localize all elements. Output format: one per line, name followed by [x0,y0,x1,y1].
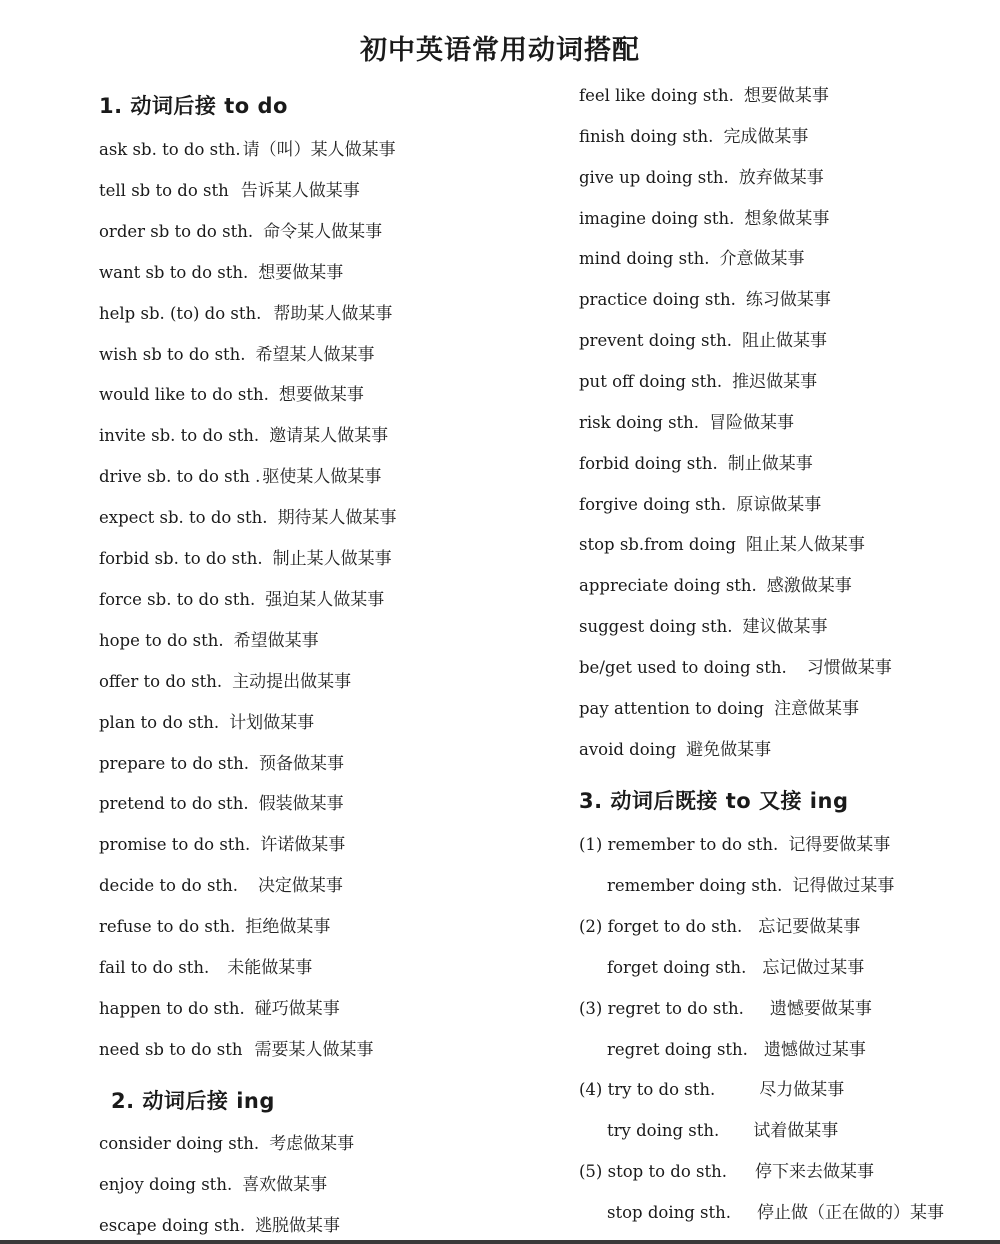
entry-english: help sb. (to) do sth. [99,303,262,323]
vocab-entry [607,1123,838,1140]
entry-chinese: 想要做某事 [743,86,829,106]
vocab-entry [579,251,805,268]
vocab-entry [99,469,381,486]
vocab-entry [99,878,343,895]
section-1-heading: 1. 动词后接 to do [99,94,288,118]
entry-english: decide to do sth. [99,876,238,896]
vocab-entry [99,796,344,813]
vocab-entry [99,712,315,733]
entry-english: consider doing sth. [99,1134,260,1153]
section-3-heading: 3. 动词后既接 to 又接 ing [579,789,849,813]
entry-chinese: 邀请某人做某事 [269,426,389,447]
entry-english: happen to do sth. [99,998,245,1018]
entry-english: avoid doing [579,739,677,759]
entry-english: (5) stop to do sth. [579,1162,727,1182]
entry-chinese: 建议做某事 [742,617,828,638]
entry-chinese: 期待某人做某事 [277,508,397,529]
vocab-entry [99,344,375,365]
vocab-entry [579,998,872,1019]
vocab-entry [99,180,360,201]
vocab-entry [579,537,865,554]
vocab-entry [579,292,831,309]
vocab-entry [579,167,824,188]
vocab-entry [99,428,388,445]
entry-english: promise to do sth. [99,835,251,855]
entry-english: plan to do sth. [99,712,220,732]
entry-english: force sb. to do sth. [99,589,256,609]
entry-english: (2) forget to do sth. [579,916,743,936]
entry-english: regret doing sth. [607,1039,748,1059]
vocab-entry [99,960,312,977]
vocab-entry [99,753,345,774]
entry-english: practice doing sth. [579,290,736,310]
entry-chinese: 未能做某事 [227,958,313,978]
entry-english: mind doing sth. [579,249,710,269]
entry-chinese: 制止某人做某事 [272,549,392,569]
vocab-entry [579,739,772,760]
document-title: 初中英语常用动词搭配 [360,35,640,66]
entry-chinese: 遗憾做过某事 [763,1039,866,1060]
vocab-entry [579,371,818,392]
vocab-entry [99,142,396,159]
entry-english: hope to do sth. [99,630,224,650]
entry-chinese: 完成做某事 [723,126,809,147]
vocab-entry [99,630,319,651]
vocab-entry [99,919,330,936]
entry-english: stop doing sth. [607,1203,732,1223]
entry-chinese: 命令某人做某事 [263,221,383,242]
vocab-entry [579,619,828,636]
entry-english: give up doing sth. [579,167,729,187]
entry-english: be/get used to doing sth. [579,657,787,677]
entry-chinese: 强迫某人做某事 [265,589,385,610]
entry-chinese: 制止做某事 [727,453,813,474]
entry-chinese: 感激做某事 [766,576,852,597]
vocab-entry [579,916,861,937]
vocab-entry [99,1174,328,1195]
entry-english: (4) try to do sth. [579,1080,716,1100]
entry-english: appreciate doing sth. [579,576,757,596]
entry-chinese: 希望做某事 [233,630,319,651]
entry-english: ask sb. to do sth. [99,140,241,159]
vocab-entry [99,1136,354,1153]
entry-english: would like to do sth. [99,385,269,405]
vocab-entry [579,412,795,433]
vocab-entry [99,303,393,324]
entry-chinese: 拒绝做某事 [245,917,331,938]
vocab-entry [99,837,345,854]
vocab-entry [607,875,895,896]
entry-chinese: 喜欢做某事 [242,1174,328,1195]
entry-english: tell sb to do sth [99,180,229,200]
entry-chinese: 帮助某人做某事 [273,303,393,324]
vocab-entry [579,453,813,474]
entry-english: forgive doing sth. [579,494,727,514]
entry-chinese: 练习做某事 [745,290,831,311]
vocab-entry [579,1164,874,1181]
entry-chinese: 忘记要做某事 [758,916,861,937]
entry-chinese: 想象做某事 [744,208,830,229]
vocab-entry [579,837,890,854]
entry-chinese: 考虑做某事 [269,1134,355,1154]
entry-chinese: 计划做某事 [229,712,315,733]
entry-chinese: 遗憾要做某事 [769,998,872,1019]
entry-english: pretend to do sth. [99,794,249,814]
entry-chinese: 阻止某人做某事 [745,535,865,556]
vocab-entry [99,221,383,242]
entry-english: try doing sth. [607,1121,720,1141]
entry-english: forbid sb. to do sth. [99,549,263,568]
entry-english: imagine doing sth. [579,208,735,228]
entry-english: put off doing sth. [579,371,723,391]
vocab-entry [99,510,397,527]
vocab-entry [99,551,392,568]
entry-english: order sb to do sth. [99,221,254,241]
entry-english: prepare to do sth. [99,753,250,773]
entry-english: risk doing sth. [579,412,700,432]
entry-chinese: 尽力做某事 [759,1080,845,1101]
vocab-entry [99,589,385,610]
vocab-entry [99,262,344,283]
vocab-entry [99,1215,341,1236]
entry-english: forbid doing sth. [579,453,718,473]
entry-chinese: 决定做某事 [257,876,343,897]
entry-english: prevent doing sth. [579,331,732,351]
vocab-entry [99,1039,374,1060]
entry-english: invite sb. to do sth. [99,426,260,446]
entry-chinese: 试着做某事 [753,1121,839,1142]
entry-english: pay attention to doing [579,698,764,718]
entry-english: forget doing sth. [607,957,747,977]
vocab-entry [579,657,892,678]
entry-english: expect sb. to do sth. [99,508,268,528]
entry-chinese: 告诉某人做某事 [240,180,360,201]
entry-chinese: 主动提出做某事 [232,671,352,692]
entry-chinese: 碰巧做某事 [254,998,340,1019]
entry-chinese: 忘记做过某事 [762,957,865,978]
section-2-heading: 2. 动词后接 ing [111,1089,275,1113]
entry-chinese: 推迟做某事 [732,371,818,392]
entry-english: escape doing sth. [99,1215,246,1235]
entry-english: remember doing sth. [607,875,783,895]
entry-chinese: 放弃做某事 [738,167,824,188]
entry-chinese: 习惯做某事 [806,657,892,678]
entry-chinese: 介意做某事 [719,249,805,270]
vocab-entry [99,387,364,404]
vocab-entry [579,126,809,147]
entry-chinese: 注意做某事 [773,698,859,719]
entry-chinese: 阻止做某事 [741,331,827,352]
entry-chinese: 逃脱做某事 [255,1215,341,1236]
vocab-entry [579,494,822,515]
entry-chinese: 记得做过某事 [792,875,895,896]
entry-english: (1) remember to do sth. [579,835,779,854]
entry-chinese: 需要某人做某事 [254,1039,374,1060]
entry-chinese: 驱使某人做某事 [262,467,382,488]
entry-english: drive sb. to do sth . [99,467,261,487]
entry-english: offer to do sth. [99,671,223,691]
vocab-entry [579,578,852,595]
vocab-entry [579,88,829,105]
vocab-entry [607,1205,944,1222]
entry-english: want sb to do sth. [99,262,249,282]
entry-chinese: 记得要做某事 [788,835,891,855]
entry-english: fail to do sth. [99,958,210,977]
entry-english: feel like doing sth. [579,86,734,105]
entry-chinese: 想要做某事 [258,262,344,283]
page-bottom-border [0,1240,1000,1244]
entry-english: stop sb.from doing [579,535,736,555]
entry-chinese: 想要做某事 [278,385,364,406]
entry-chinese: 原谅做某事 [736,494,822,515]
vocab-entry [579,208,830,229]
vocab-entry [607,1039,866,1060]
entry-chinese: 冒险做某事 [709,412,795,433]
vocab-entry [579,1082,844,1099]
entry-chinese: 避免做某事 [686,739,772,760]
entry-chinese: 请（叫）某人做某事 [242,140,396,160]
entry-chinese: 停止做（正在做的）某事 [757,1203,945,1224]
entry-english: need sb to do sth [99,1039,243,1059]
entry-chinese: 预备做某事 [259,753,345,774]
entry-chinese: 停下来去做某事 [754,1162,874,1183]
vocab-entry [579,333,827,350]
entry-english: finish doing sth. [579,126,714,146]
entry-english: wish sb to do sth. [99,344,246,364]
entry-english: refuse to do sth. [99,917,236,937]
entry-english: (3) regret to do sth. [579,998,744,1018]
entry-chinese: 希望某人做某事 [255,344,375,365]
entry-english: suggest doing sth. [579,617,733,637]
entry-chinese: 假装做某事 [258,794,344,815]
entry-chinese: 许诺做某事 [260,835,346,856]
vocab-entry [99,671,352,692]
vocab-entry [607,957,865,978]
vocab-entry [99,998,340,1019]
vocab-entry [579,698,859,719]
entry-english: enjoy doing sth. [99,1174,233,1194]
